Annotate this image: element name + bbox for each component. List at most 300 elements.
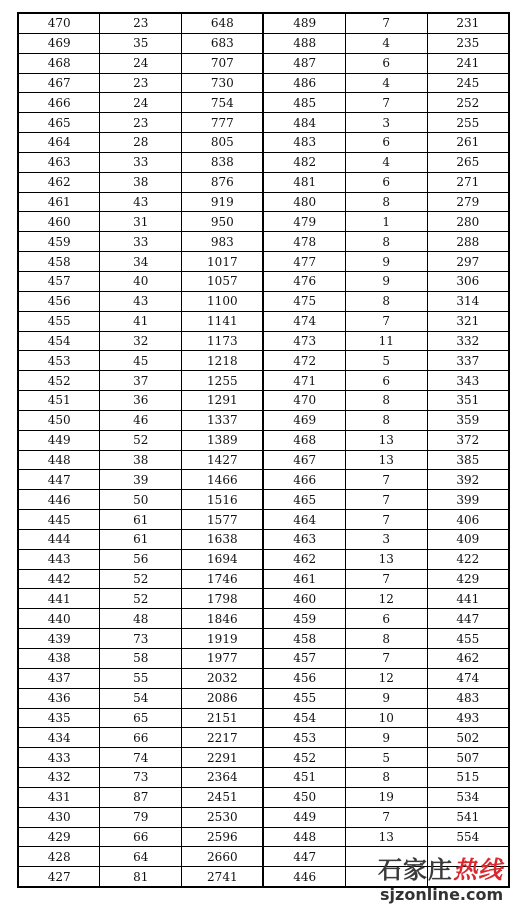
table-cell: 436: [18, 688, 100, 708]
table-cell: 13: [345, 549, 427, 569]
table-row: [18, 291, 509, 311]
table-cell: 1291: [182, 391, 264, 411]
table-cell: 2596: [182, 827, 264, 847]
table-cell: 465: [18, 113, 100, 133]
table-cell: 288: [427, 232, 509, 252]
table-cell: 56: [100, 549, 182, 569]
table-cell: 385: [427, 450, 509, 470]
table-cell: 52: [100, 569, 182, 589]
watermark-name-part1: 石家庄: [378, 856, 453, 884]
table-cell: 306: [427, 271, 509, 291]
table-row: [18, 212, 509, 232]
table-cell: 3: [345, 113, 427, 133]
table-cell: 460: [263, 589, 345, 609]
table-cell: 7: [345, 470, 427, 490]
table-cell: 707: [182, 53, 264, 73]
table-cell: 6: [345, 133, 427, 153]
table-row: [18, 232, 509, 252]
table-cell: 441: [18, 589, 100, 609]
table-cell: 8: [345, 232, 427, 252]
table-cell: 474: [427, 668, 509, 688]
table-cell: 61: [100, 510, 182, 530]
table-cell: 12: [345, 589, 427, 609]
table-cell: 4: [345, 152, 427, 172]
table-cell: 449: [18, 430, 100, 450]
table-row: [18, 787, 509, 807]
table-cell: 1173: [182, 331, 264, 351]
table-cell: 279: [427, 192, 509, 212]
table-row: [18, 490, 509, 510]
table-row: [18, 271, 509, 291]
table-row: [18, 430, 509, 450]
table-cell: 458: [18, 252, 100, 272]
table-cell: 81: [100, 867, 182, 887]
table-row: [18, 549, 509, 569]
table-cell: 24: [100, 93, 182, 113]
table-row: [18, 73, 509, 93]
table-row: [18, 807, 509, 827]
table-cell: 399: [427, 490, 509, 510]
table-cell: 439: [18, 629, 100, 649]
table-cell: 32: [100, 331, 182, 351]
table-cell: 448: [18, 450, 100, 470]
table-cell: 471: [263, 371, 345, 391]
table-cell: 6: [345, 371, 427, 391]
table-cell: 444: [18, 529, 100, 549]
table-cell: 1389: [182, 430, 264, 450]
table-cell: 486: [263, 73, 345, 93]
table-cell: 48: [100, 609, 182, 629]
table-cell: 1798: [182, 589, 264, 609]
table-cell: 462: [263, 549, 345, 569]
table-cell: 479: [263, 212, 345, 232]
table-cell: 33: [100, 152, 182, 172]
table-cell: 7: [345, 510, 427, 530]
table-cell: 6: [345, 172, 427, 192]
table-cell: 7: [345, 649, 427, 669]
table-cell: 442: [18, 569, 100, 589]
table-cell: 459: [263, 609, 345, 629]
table-cell: 37: [100, 371, 182, 391]
table-cell: 31: [100, 212, 182, 232]
table-cell: 433: [18, 748, 100, 768]
table-row: [18, 252, 509, 272]
table-cell: 468: [263, 430, 345, 450]
table-cell: 450: [263, 787, 345, 807]
table-cell: 41: [100, 311, 182, 331]
table-cell: 838: [182, 152, 264, 172]
table-cell: 40: [100, 271, 182, 291]
table-cell: 1466: [182, 470, 264, 490]
table-cell: 876: [182, 172, 264, 192]
table-cell: 458: [263, 629, 345, 649]
table-cell: 730: [182, 73, 264, 93]
table-cell: 9: [345, 252, 427, 272]
watermark-url: sjzonline.com: [380, 885, 504, 904]
table-cell: 12: [345, 668, 427, 688]
table-cell: 1516: [182, 490, 264, 510]
table-cell: 61: [100, 529, 182, 549]
table-cell: 482: [263, 152, 345, 172]
table-cell: 5: [345, 748, 427, 768]
table-cell: 9: [345, 728, 427, 748]
table-cell: 372: [427, 430, 509, 450]
table-cell: 487: [263, 53, 345, 73]
table-cell: 648: [182, 13, 264, 33]
table-cell: 477: [263, 252, 345, 272]
table-cell: 447: [427, 609, 509, 629]
table-row: [18, 708, 509, 728]
table-cell: 66: [100, 827, 182, 847]
table-row: [18, 391, 509, 411]
table-cell: 451: [18, 391, 100, 411]
table-row: [18, 609, 509, 629]
table-cell: 463: [18, 152, 100, 172]
table-row: [18, 450, 509, 470]
table-cell: 359: [427, 410, 509, 430]
table-cell: 446: [263, 867, 345, 887]
table-cell: 466: [18, 93, 100, 113]
table-cell: 435: [18, 708, 100, 728]
table-cell: 422: [427, 549, 509, 569]
table-cell: 443: [18, 549, 100, 569]
table-cell: 429: [427, 569, 509, 589]
table-cell: 429: [18, 827, 100, 847]
table-cell: 8: [345, 192, 427, 212]
table-cell: 449: [263, 807, 345, 827]
table-row: [18, 668, 509, 688]
table-cell: 50: [100, 490, 182, 510]
table-row: [18, 33, 509, 53]
table-cell: 447: [18, 470, 100, 490]
table-cell: 950: [182, 212, 264, 232]
table-cell: 7: [345, 490, 427, 510]
table-cell: 534: [427, 787, 509, 807]
table-cell: 467: [263, 450, 345, 470]
table-cell: 2451: [182, 787, 264, 807]
table-cell: 919: [182, 192, 264, 212]
table-cell: 754: [182, 93, 264, 113]
table-cell: 462: [18, 172, 100, 192]
table-cell: 343: [427, 371, 509, 391]
table-cell: 45: [100, 351, 182, 371]
table-row: [18, 649, 509, 669]
table-cell: 1017: [182, 252, 264, 272]
table-cell: 23: [100, 73, 182, 93]
table-row: [18, 827, 509, 847]
table-cell: 437: [18, 668, 100, 688]
table-cell: 489: [263, 13, 345, 33]
table-cell: 484: [263, 113, 345, 133]
table-cell: 4: [345, 73, 427, 93]
table-cell: 434: [18, 728, 100, 748]
table-cell: 427: [18, 867, 100, 887]
table-cell: 554: [427, 827, 509, 847]
table-cell: 431: [18, 787, 100, 807]
table-cell: 8: [345, 391, 427, 411]
table-cell: 241: [427, 53, 509, 73]
table-cell: 38: [100, 172, 182, 192]
table-cell: 453: [263, 728, 345, 748]
table-cell: 507: [427, 748, 509, 768]
table-row: [18, 93, 509, 113]
table-cell: 1638: [182, 529, 264, 549]
table-cell: 34: [100, 252, 182, 272]
table-cell: 2151: [182, 708, 264, 728]
table-cell: 1977: [182, 649, 264, 669]
table-cell: 7: [345, 807, 427, 827]
table-cell: 2291: [182, 748, 264, 768]
table-cell: 1218: [182, 351, 264, 371]
table-row: [18, 569, 509, 589]
table-cell: 493: [427, 708, 509, 728]
table-cell: 8: [345, 410, 427, 430]
table-cell: 441: [427, 589, 509, 609]
table-cell: 5: [345, 351, 427, 371]
table-row: [18, 510, 509, 530]
table-cell: 46: [100, 410, 182, 430]
table-row: [18, 351, 509, 371]
table-cell: 455: [263, 688, 345, 708]
table-cell: 472: [263, 351, 345, 371]
table-cell: 58: [100, 649, 182, 669]
table-cell: 2032: [182, 668, 264, 688]
table-cell: 454: [263, 708, 345, 728]
table-cell: 430: [18, 807, 100, 827]
table-cell: 488: [263, 33, 345, 53]
table-cell: 1746: [182, 569, 264, 589]
table-cell: 38: [100, 450, 182, 470]
table-cell: 483: [427, 688, 509, 708]
table-row: [18, 470, 509, 490]
table-cell: 466: [263, 470, 345, 490]
table-cell: 473: [263, 331, 345, 351]
table-cell: 43: [100, 192, 182, 212]
table-cell: 231: [427, 13, 509, 33]
table-row: [18, 768, 509, 788]
table-row: [18, 192, 509, 212]
table-cell: 461: [263, 569, 345, 589]
table-cell: 332: [427, 331, 509, 351]
table-cell: 483: [263, 133, 345, 153]
table-cell: 1141: [182, 311, 264, 331]
table-cell: 438: [18, 649, 100, 669]
table-row: [18, 133, 509, 153]
table-cell: 1694: [182, 549, 264, 569]
table-row: [18, 410, 509, 430]
table-cell: 476: [263, 271, 345, 291]
table-cell: 9: [345, 271, 427, 291]
table-cell: 255: [427, 113, 509, 133]
table-cell: 469: [263, 410, 345, 430]
table-cell: 452: [18, 371, 100, 391]
table-cell: 474: [263, 311, 345, 331]
table-cell: 24: [100, 53, 182, 73]
table-row: [18, 152, 509, 172]
score-distribution-table: [17, 12, 510, 888]
table-cell: 11: [345, 331, 427, 351]
table-cell: 7: [345, 569, 427, 589]
table-cell: 448: [263, 827, 345, 847]
table-cell: 462: [427, 649, 509, 669]
table-cell: 1846: [182, 609, 264, 629]
table-cell: 485: [263, 93, 345, 113]
table-cell: 73: [100, 629, 182, 649]
table-cell: 73: [100, 768, 182, 788]
table-cell: 469: [18, 33, 100, 53]
table-cell: 461: [18, 192, 100, 212]
table-cell: 23: [100, 113, 182, 133]
table-cell: 65: [100, 708, 182, 728]
table-cell: 470: [263, 391, 345, 411]
table-cell: 297: [427, 252, 509, 272]
table-cell: 460: [18, 212, 100, 232]
table-cell: 428: [18, 847, 100, 867]
table-cell: 459: [18, 232, 100, 252]
table-row: [18, 172, 509, 192]
table-cell: 351: [427, 391, 509, 411]
table-cell: 502: [427, 728, 509, 748]
table-cell: 36: [100, 391, 182, 411]
table-cell: 265: [427, 152, 509, 172]
table-cell: 464: [18, 133, 100, 153]
watermark-logo: [378, 856, 503, 884]
table-cell: 541: [427, 807, 509, 827]
table-row: [18, 748, 509, 768]
table-cell: 1337: [182, 410, 264, 430]
table-cell: 457: [263, 649, 345, 669]
table-cell: 321: [427, 311, 509, 331]
table-cell: 445: [18, 510, 100, 530]
table-cell: 480: [263, 192, 345, 212]
table-cell: 235: [427, 33, 509, 53]
watermark-name-part2: 热线: [453, 856, 503, 884]
table-cell: 2086: [182, 688, 264, 708]
table-cell: 805: [182, 133, 264, 153]
table-cell: 457: [18, 271, 100, 291]
table-cell: 456: [263, 668, 345, 688]
table-cell: 440: [18, 609, 100, 629]
table-row: [18, 311, 509, 331]
table-cell: 777: [182, 113, 264, 133]
table-cell: 1427: [182, 450, 264, 470]
table-cell: 13: [345, 430, 427, 450]
table-cell: 8: [345, 291, 427, 311]
table-cell: 6: [345, 53, 427, 73]
table-cell: 8: [345, 629, 427, 649]
table-cell: 7: [345, 311, 427, 331]
table-cell: 13: [345, 827, 427, 847]
table-cell: 6: [345, 609, 427, 629]
table-cell: 2660: [182, 847, 264, 867]
table-cell: 447: [263, 847, 345, 867]
table-cell: 468: [18, 53, 100, 73]
table-cell: 19: [345, 787, 427, 807]
table-cell: 406: [427, 510, 509, 530]
table-cell: 280: [427, 212, 509, 232]
table-row: [18, 371, 509, 391]
table-cell: 2364: [182, 768, 264, 788]
table-cell: 1577: [182, 510, 264, 530]
table-cell: 464: [263, 510, 345, 530]
table-cell: 1: [345, 212, 427, 232]
table-cell: 392: [427, 470, 509, 490]
table-cell: 271: [427, 172, 509, 192]
table-cell: 453: [18, 351, 100, 371]
table-cell: 481: [263, 172, 345, 192]
table-cell: 1919: [182, 629, 264, 649]
table-cell: 28: [100, 133, 182, 153]
table-row: [18, 589, 509, 609]
table-cell: 2217: [182, 728, 264, 748]
table-cell: 13: [345, 450, 427, 470]
table-cell: 7: [345, 93, 427, 113]
table-cell: 465: [263, 490, 345, 510]
table-cell: 33: [100, 232, 182, 252]
table-cell: 478: [263, 232, 345, 252]
table-cell: 9: [345, 688, 427, 708]
table-cell: 467: [18, 73, 100, 93]
table-cell: 4: [345, 33, 427, 53]
table-cell: 432: [18, 768, 100, 788]
table-row: [18, 728, 509, 748]
table-row: [18, 529, 509, 549]
table-cell: 261: [427, 133, 509, 153]
table-cell: 52: [100, 589, 182, 609]
table-cell: 7: [345, 13, 427, 33]
table-cell: 314: [427, 291, 509, 311]
table-cell: 87: [100, 787, 182, 807]
table-cell: 683: [182, 33, 264, 53]
table-row: [18, 331, 509, 351]
table-cell: 470: [18, 13, 100, 33]
table-cell: 1100: [182, 291, 264, 311]
table-cell: 252: [427, 93, 509, 113]
table-cell: 79: [100, 807, 182, 827]
table-cell: 456: [18, 291, 100, 311]
table-cell: 2530: [182, 807, 264, 827]
table-cell: 74: [100, 748, 182, 768]
table-cell: 475: [263, 291, 345, 311]
table-cell: 1057: [182, 271, 264, 291]
table-cell: 2741: [182, 867, 264, 887]
table-cell: 35: [100, 33, 182, 53]
table-cell: 8: [345, 768, 427, 788]
table-cell: 515: [427, 768, 509, 788]
table-cell: 451: [263, 768, 345, 788]
table-cell: 3: [345, 529, 427, 549]
table-row: [18, 688, 509, 708]
table-cell: 55: [100, 668, 182, 688]
table-cell: 43: [100, 291, 182, 311]
table-cell: 455: [18, 311, 100, 331]
table-row: [18, 13, 509, 33]
site-watermark: [378, 856, 524, 908]
table-cell: 54: [100, 688, 182, 708]
table-cell: 64: [100, 847, 182, 867]
table-cell: 983: [182, 232, 264, 252]
table-cell: 52: [100, 430, 182, 450]
table-row: [18, 629, 509, 649]
table-cell: 446: [18, 490, 100, 510]
table-cell: 452: [263, 748, 345, 768]
table-cell: 463: [263, 529, 345, 549]
table-cell: 39: [100, 470, 182, 490]
table-cell: 450: [18, 410, 100, 430]
table-body: [18, 13, 509, 887]
table-row: [18, 113, 509, 133]
table-cell: 337: [427, 351, 509, 371]
